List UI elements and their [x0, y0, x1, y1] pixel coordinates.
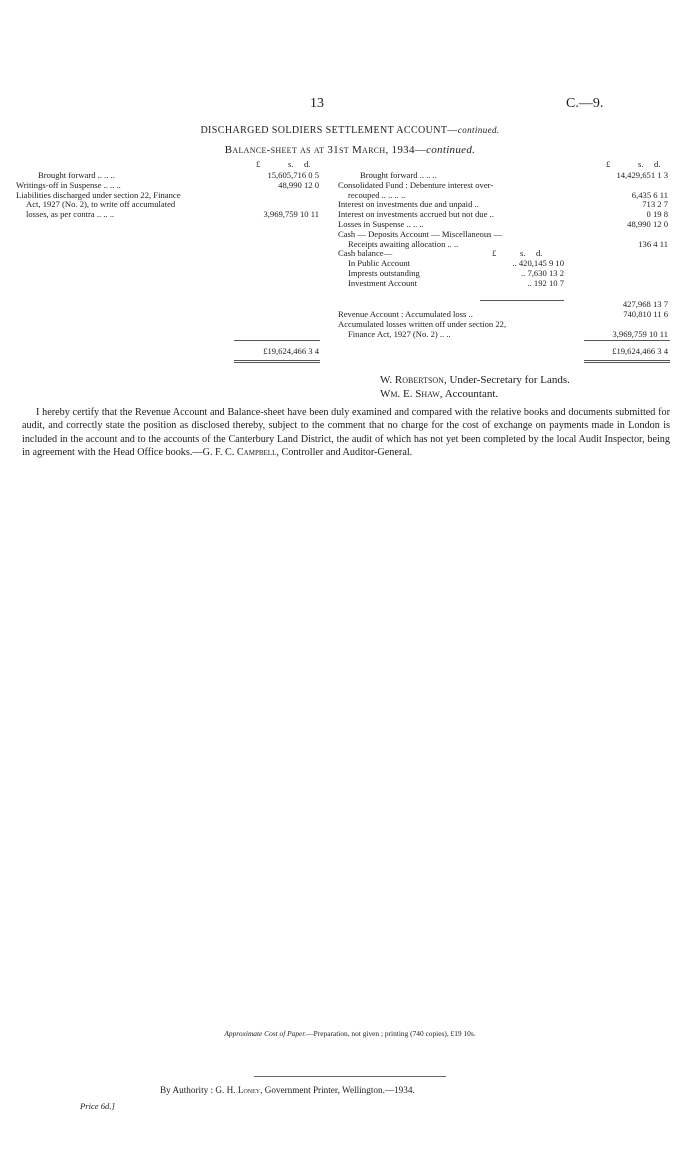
- row-description: Brought forward .. .. ..: [360, 170, 437, 180]
- row-description: Liabilities discharged under section 22, Finance: [16, 189, 181, 200]
- cost-footnote: [0, 1029, 700, 1038]
- row-description: Consolidated Fund : Debenture interest over-: [338, 179, 494, 190]
- row-description: Writings-off in Suspense .. .. ..: [16, 179, 121, 190]
- left-total-double-rule: [234, 360, 320, 363]
- row-amount: 48,990 12 0: [627, 218, 668, 229]
- row-amount: 3,969,759 10 11: [612, 328, 668, 339]
- right-total-double-rule: [584, 360, 670, 363]
- price: Price 6d.]: [80, 1101, 115, 1111]
- authority-suffix: Government Printer, Wellington.—1934.: [262, 1085, 415, 1095]
- cash-total: 427,968 13 7: [622, 299, 668, 309]
- row-amount: .. 192 10 7: [527, 277, 564, 288]
- audit-certificate: [22, 406, 670, 460]
- right-rows: [338, 171, 670, 289]
- row-description: Cash balance—: [338, 248, 393, 259]
- account-title: [0, 125, 700, 136]
- signatory-name: Wm. E. Shaw,: [380, 388, 443, 400]
- row-description: Interest on investments due and unpaid ..: [338, 199, 479, 210]
- row-amount: .. 420,145 9 10: [512, 258, 564, 269]
- right-total: £19,624,466 3 4: [612, 346, 668, 356]
- account-title-main: DISCHARGED SOLDIERS SETTLEMENT ACCOUNT—: [200, 125, 458, 136]
- printer-authority: [160, 1085, 415, 1095]
- pounds-header: £: [492, 248, 497, 259]
- shillings-header: s.: [638, 159, 644, 169]
- balance-sheet-subtitle: [0, 144, 700, 156]
- pence-header: d.: [654, 159, 661, 169]
- authority-name: G. H. Loney,: [215, 1085, 263, 1095]
- cash-sub-rule: [480, 300, 564, 301]
- row-amount: .. 7,630 13 2: [521, 267, 564, 278]
- pounds-header: £: [256, 159, 261, 169]
- left-total-rule: [234, 340, 320, 341]
- pence-header: d.: [304, 159, 311, 169]
- table-row: [338, 330, 670, 340]
- row-amount: 0 19 8: [646, 209, 668, 220]
- document-reference: C.—9.: [566, 96, 604, 111]
- imprint-rule: [254, 1076, 446, 1077]
- subtitle-main: Balance-sheet as at 31st March, 1934—: [224, 144, 427, 156]
- certificate-signer-role: Controller and Auditor-General.: [278, 447, 413, 459]
- row-description: Losses in Suspense .. .. ..: [338, 218, 424, 229]
- row-description: Investment Account: [348, 277, 417, 288]
- certificate-signer: G. F. C. Campbell,: [202, 447, 279, 459]
- row-description: Accumulated losses written off under section 22,: [338, 318, 507, 329]
- signatory-name: W. Robertson,: [380, 374, 447, 386]
- cash-sub-row: [338, 279, 670, 289]
- pence-header: d.: [536, 248, 543, 259]
- footnote-text: —Preparation, not given ; printing (740 copies), £19 10s.: [306, 1029, 476, 1038]
- row-description: Interest on investments accrued but not due ..: [338, 209, 494, 220]
- liabilities-column: [16, 160, 321, 370]
- right-after-rows: [338, 310, 670, 339]
- page-number: 13: [310, 96, 324, 111]
- row-description: losses, as per contra .. .. ..: [26, 209, 115, 220]
- signatory-role: Under-Secretary for Lands.: [446, 374, 570, 386]
- row-description: recouped .. .. .. ..: [348, 189, 406, 200]
- row-amount: 136 4 11: [638, 238, 668, 249]
- row-amount: 14,429,651 1 3: [616, 170, 668, 180]
- authority-prefix: By Authority :: [160, 1085, 216, 1095]
- row-amount: 48,990 12 0: [278, 179, 319, 190]
- right-total-rule: [584, 340, 670, 341]
- signature-line: [380, 387, 570, 401]
- row-description: Finance Act, 1927 (No. 2) .. ..: [348, 328, 451, 339]
- left-rows: [16, 171, 321, 220]
- shillings-header: s.: [288, 159, 294, 169]
- row-description: Revenue Account : Accumulated loss ..: [338, 309, 473, 319]
- row-description: Receipts awaiting allocation .. ..: [348, 238, 459, 249]
- row-description: Cash — Deposits Account — Miscellaneous —: [338, 228, 503, 239]
- row-description: In Public Account: [348, 258, 411, 269]
- row-description: Brought forward .. .. ..: [38, 170, 115, 180]
- signatory-role: Accountant.: [442, 388, 499, 400]
- shillings-header: s.: [520, 248, 526, 259]
- assets-column: [338, 160, 670, 370]
- row-amount: 6,435 6 11: [631, 189, 668, 200]
- certificate-text: I hereby certify that the Revenue Account and Balance-sheet have been duly examined and compared with the relative books and documents submitted for audit, and correctly state the position as disclosed thereby, subject to the comment that no charge for the cost of exchange on payments made in London is included in the account and to the accounts of the Canterbury Land District, the audit of which has not yet been completed by the local Audit Inspector, being in agreement with the Head Office books.—: [22, 407, 670, 459]
- left-total: £19,624,466 3 4: [263, 346, 319, 356]
- account-title-suffix: continued.: [457, 125, 500, 135]
- signatures: [380, 373, 570, 401]
- pounds-header: £: [606, 159, 611, 169]
- row-amount: 713 2 7: [642, 199, 668, 210]
- row-amount: 3,969,759 10 11: [263, 209, 319, 220]
- signature-line: [380, 373, 570, 387]
- row-description: Act, 1927 (No. 2), to write off accumulated: [26, 199, 176, 210]
- subtitle-suffix: continued.: [426, 144, 476, 156]
- row-description: Imprests outstanding: [348, 267, 420, 278]
- row-amount: 15,605,716 0 5: [267, 170, 319, 180]
- footnote-label: Approximate Cost of Paper.: [224, 1029, 307, 1038]
- table-row: [16, 210, 321, 220]
- row-amount: 740,810 11 6: [623, 309, 668, 319]
